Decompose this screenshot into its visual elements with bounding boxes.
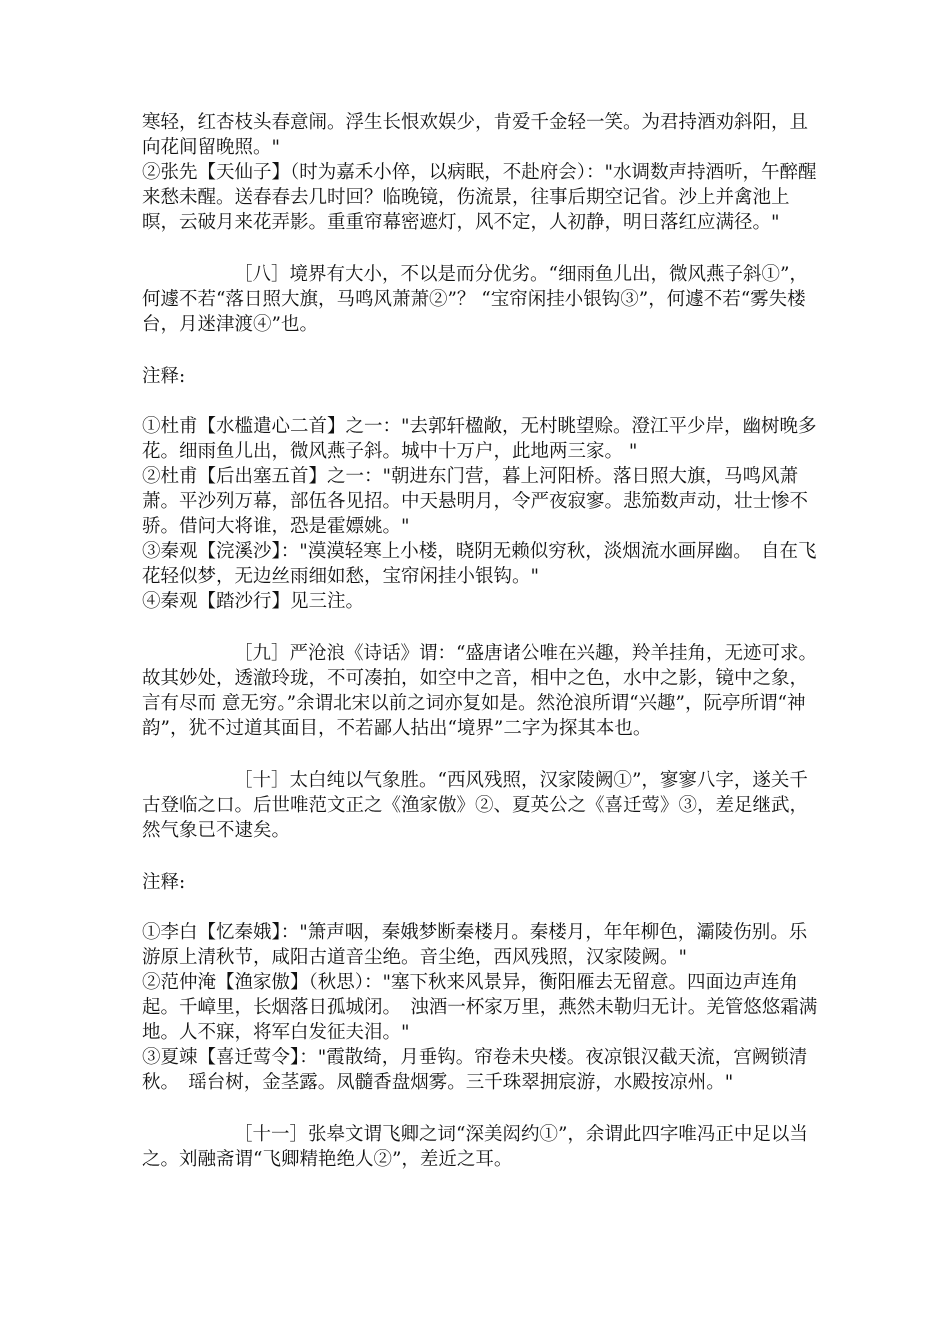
note-item: ①李白【忆秦娥】："箫声咽，秦娥梦断秦楼月。秦楼月，年年柳色，灞陵伤别。乐游原上清秋节，咸阳古道音尘绝。音尘绝，西风残照，汉家陵阙。" — [142, 922, 808, 968]
note-item: ①杜甫【水槛遣心二首】之一："去郭轩楹敞，无村眺望赊。澄江平少岸，幽树晚多花。细雨鱼儿出，微风燕子斜。城中十万户，此地两三家。 " — [142, 416, 817, 462]
spacer — [142, 235, 822, 262]
poem-continuation: 寒轻，红杏枝头春意闹。浮生长恨欢娱少，肯爱千金轻一笑。为君持酒劝斜阳，且向花间留晚照。" — [142, 112, 809, 158]
note-item: ②范仲淹【渔家傲】（秋思）："塞下秋来风景异，衡阳雁去无留意。四面边声连角起。千嶂里，长烟落日孤城闭。 浊酒一杯家万里，燕然未勒归无计。羌管悠悠霜满地。人不寐，将军白发征夫泪。" — [142, 972, 818, 1043]
spacer — [142, 741, 822, 768]
spacer — [142, 843, 822, 870]
document-page — [142, 110, 822, 1172]
section-11-text: ［十一］张皋文谓飞卿之词“深美闳约①”，余谓此四字唯冯正中足以当之。刘融斋谓“飞卿精艳绝人②”，差近之耳。 — [142, 1124, 808, 1170]
spacer — [142, 895, 822, 920]
spacer — [142, 614, 822, 641]
note-item: ③夏竦【喜迁莺令】："霞散绮，月垂钩。帘卷未央楼。夜凉银汉截天流，宫阙锁清秋。 瑶台树，金茎露。凤髓香盘烟雾。三千珠翠拥宸游，水殿按凉州。" — [142, 1047, 808, 1093]
notes-label: 注释: — [142, 872, 186, 893]
spacer — [142, 389, 822, 414]
note-item: ③秦观【浣溪沙】："漠漠轻寒上小楼，晓阴无赖似穷秋，淡烟流水画屏幽。 自在飞花轻似梦，无边丝雨细如愁，宝帘闲挂小银钩。" — [142, 541, 817, 587]
spacer — [142, 1095, 822, 1122]
note-item: ④秦观【踏沙行】见三注。 — [142, 591, 365, 612]
note-item: ②杜甫【后出塞五首】之一："朝进东门营，暮上河阳桥。落日照大旗，马鸣风萧萧。平沙列万幕，部伍各见招。中天悬明月，令严夜寂寥。悲笳数声动，壮士惨不骄。借问大将谁，恐是霍嫖姚。" — [142, 466, 809, 537]
footnote-zhang-xian: ②张先【天仙子】（时为嘉禾小倅，以病眠，不赴府会）："水调数声持酒听，午醉醒来愁未醒。送春春去几时回？临晚镜，伤流景，往事后期空记省。沙上并禽池上暝，云破月来花弄影。重重帘幕密遮灯，风不定，人初静，明日落红应满径。" — [142, 162, 817, 233]
notes-label: 注释: — [142, 366, 186, 387]
spacer — [142, 337, 822, 364]
section-8-text: ［八］境界有大小，不以是而分优劣。“细雨鱼儿出，微风燕子斜①”，何遽不若“落日照大旗，马鸣风萧萧②”？ “宝帘闲挂小银钩③”，何遽不若“雾失楼台，月迷津渡④”也。 — [142, 264, 808, 335]
section-9-text: ［九］严沧浪《诗话》谓：“盛唐诸公唯在兴趣，羚羊挂角，无迹可求。故其妙处，透澈玲珑，不可凑拍，如空中之音，相中之色，水中之影，镜中之象，言有尽而 意无穷。”余谓北宋以前之词亦复如是。然沧浪所谓“兴趣”，阮亭所谓“神韵”，犹不过道其面目，不若鄙人拈出“境界”二字为探其本也。 — [142, 643, 817, 739]
section-10-text: ［十］太白纯以气象胜。“西风残照，汉家陵阙①”，寥寥八字，遂关千古登临之口。后世唯范文正之《渔家傲》②、夏英公之《喜迁莺》③，差足继武，然气象已不逮矣。 — [142, 770, 809, 841]
